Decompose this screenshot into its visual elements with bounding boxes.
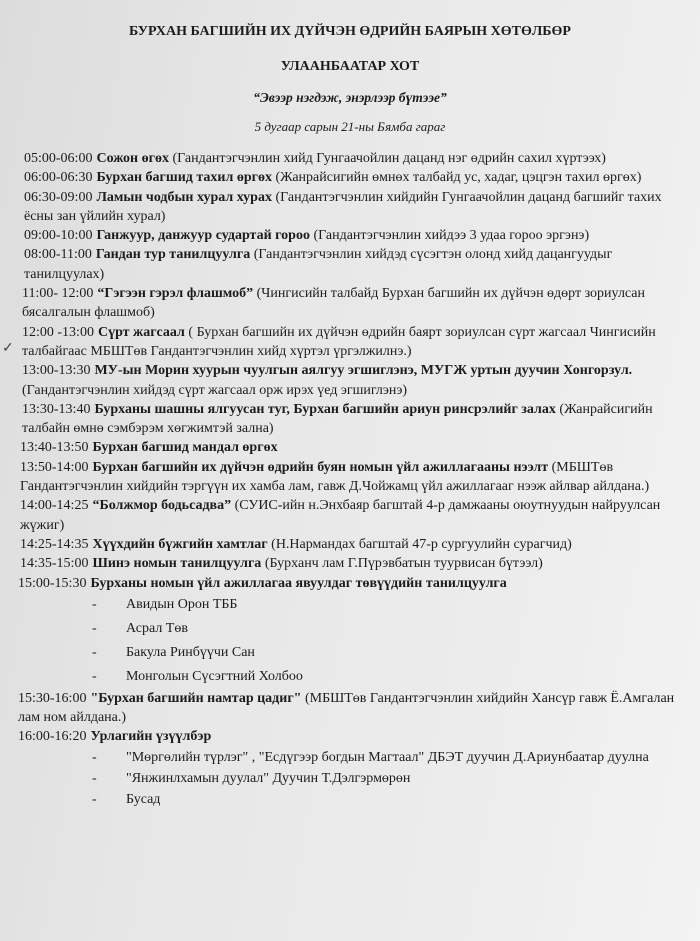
entry-time: 08:00-11:00 xyxy=(24,247,92,263)
entry-desc: (Жанрайсигийн өмнөх талбайд ус, хадаг, цэцгэн тахил өргөх) xyxy=(271,170,642,186)
entry-name: "Бурхан багшийн намтар цадиг" xyxy=(90,690,302,706)
entry-name: “Болжмор бодьсадва” xyxy=(92,498,232,514)
program-entry xyxy=(14,535,690,554)
program-entry xyxy=(14,188,690,227)
center-name: Асрал Төв xyxy=(126,620,188,636)
entry-desc: (Гандантэгчэнлин хийдэд сүсэгтэн олонд хийд дацангуудыг танилцуулах) xyxy=(24,247,613,282)
entry-desc: (Чингисийн талбайд Бурхан багшийн их дүйчэн өдөрт зориулсан бясалгалын флашмоб) xyxy=(22,286,646,321)
program-entry xyxy=(14,323,690,362)
performance-text: "Янжинлхамын дуулал" Дуучин Т.Дэлгэрмөрөн xyxy=(126,770,411,786)
program-entry xyxy=(14,226,690,245)
document-title: БУРХАН БАГШИЙН ИХ ДҮЙЧЭН ӨДРИЙН БАЯРЫН ХӨТӨЛБӨР xyxy=(129,24,571,39)
entry-time: 13:50-14:00 xyxy=(20,459,89,475)
bullet: - xyxy=(92,620,97,636)
entry-name: Сүрт жагсаал xyxy=(97,324,185,340)
event-date: 5 дугаар сарын 21-ны Бямба гараг xyxy=(254,119,446,134)
pen-mark: ✓ xyxy=(2,341,14,356)
program-entry xyxy=(14,400,690,439)
program-entry xyxy=(14,496,690,535)
bullet: - xyxy=(92,644,97,660)
performance-text: "Мөргөлийн түрлэг" , "Есдүгээр богдын Магтаал" ДБЭТ дуучин Д.Ариунбаатар дуулна xyxy=(126,749,649,765)
motto: “Эвээр нэгдэж, энэрлээр бүтээе” xyxy=(253,90,447,105)
entry-desc: (Гандантэгчэнлин хийдээ 3 удаа гороо эргэнэ) xyxy=(309,228,590,244)
entry-name: Шинэ номын танилцуулга xyxy=(92,556,262,572)
list-item xyxy=(14,789,690,810)
entry-time: 06:30-09:00 xyxy=(24,189,93,205)
entry-name: Бурхан багшид мандал өргөх xyxy=(92,440,278,456)
program-entry xyxy=(14,149,690,168)
entry-time: 15:00-15:30 xyxy=(18,575,87,591)
entry-desc: (Гандантэгчэнлин хийдэд сүрт жагсаал орж ирэх үед эгшиглэнэ) xyxy=(22,382,408,398)
entry-time: 05:00-06:00 xyxy=(24,151,93,166)
entry-time: 13:30-13:40 xyxy=(22,401,91,417)
entry-time: 13:00-13:30 xyxy=(22,363,91,379)
program-entry xyxy=(14,689,690,728)
entry-name: Ламын чодбын хурал хурах xyxy=(96,189,272,205)
program-entry xyxy=(14,574,690,593)
entry-name: Сожон өгөх xyxy=(96,151,169,166)
performances-list xyxy=(14,747,690,810)
bullet: - xyxy=(92,770,97,786)
entry-desc: (МБШТөв Гандантэгчэнлин хийдийн тэргүүн их хамба лам, гавж Д.Чойжамц үйл ажиллагааг нээж айлвар айлдана.) xyxy=(20,459,650,495)
entry-time: 09:00-10:00 xyxy=(24,228,93,244)
program-entry xyxy=(14,245,690,284)
entry-time: 16:00-16:20 xyxy=(18,729,87,745)
program-entry xyxy=(14,284,690,323)
entry-name: Хүүхдийн бүжгийн хамтлаг xyxy=(92,536,268,552)
entry-desc: (Бурханч лам Г.Пүрэвбатын туурвисан бүтээл) xyxy=(261,556,543,572)
entry-name: Бурханы номын үйл ажиллагаа явуулдаг төвүүдийн танилцуулга xyxy=(90,575,507,591)
list-item xyxy=(14,641,690,665)
center-name: Монголын Сүсэгтний Холбоо xyxy=(126,668,303,684)
entry-name: МУ-ын Морин хуурын чуулгын аялгуу эгшиглэнэ, МУГЖ уртын дуучин Хонгорзул. xyxy=(94,363,633,379)
bullet: - xyxy=(92,791,97,807)
center-name: Авидын Орон ТББ xyxy=(126,596,238,612)
entry-desc: ( Бурхан багшийн их дүйчэн өдрийн баярт зориулсан сүрт жагсаал Чингисийн талбайгаас МБШТөв Гандантэгчэнлин хийд хүртэл үргэлжилнэ.) xyxy=(22,324,656,359)
entry-desc: (Н.Нармандах багштай 47-р сургуулийн сурагчид) xyxy=(267,536,572,552)
entry-name: Бурхан багшид тахил өргөх xyxy=(96,170,272,186)
entry-name: Бурхан багшийн их дүйчэн өдрийн буян номын үйл ажиллагааны нээлт xyxy=(92,459,549,475)
list-item xyxy=(14,665,690,689)
entry-time: 14:35-15:00 xyxy=(20,556,89,572)
entry-name: Ганжуур, данжуур судартай гороо xyxy=(96,228,310,244)
bullet: - xyxy=(92,596,97,612)
centers-list xyxy=(14,593,690,689)
program-entry xyxy=(14,458,690,497)
entry-time: 11:00- 12:00 xyxy=(22,286,94,302)
city-heading: УЛААНБААТАР ХОТ xyxy=(280,59,420,74)
program-list xyxy=(14,149,690,810)
performance-text: Бусад xyxy=(126,791,161,807)
entry-name: Гандан тур танилцуулга xyxy=(95,247,251,263)
entry-time: 14:25-14:35 xyxy=(20,536,89,552)
entry-name: Бурханы шашны ялгуусан туг, Бурхан багшийн ариун ринсрэлийг залах xyxy=(94,401,556,417)
entry-desc: (МБШТөв Гандантэгчэнлин хийдийн Хансүр гавж Ё.Амгалан лам ном айлдана.) xyxy=(18,690,675,726)
program-entry xyxy=(14,438,690,457)
list-item xyxy=(14,747,690,768)
entry-time: 14:00-14:25 xyxy=(20,498,89,514)
entry-desc: (Жанрайсигийн талбайн өмнө сэмбэрэм хөгжимтэй зална) xyxy=(22,401,653,437)
bullet: - xyxy=(92,668,97,684)
entry-time: 06:00-06:30 xyxy=(24,170,93,186)
entry-name: Урлагийн үзүүлбэр xyxy=(90,729,212,745)
entry-time: 12:00 -13:00 xyxy=(22,324,94,340)
list-item xyxy=(14,593,690,617)
program-entry xyxy=(14,727,690,746)
entry-desc: (Гандантэгчэнлин хийд Гунгаачойлин дацанд нэг өдрийн сахил хүртээх) xyxy=(168,151,606,166)
program-entry xyxy=(14,361,690,400)
program-entry xyxy=(14,168,690,187)
entry-desc: (СУИС-ийн н.Энхбаяр багштай 4-р дамжааны оюутнуудын найруулсан жүжиг) xyxy=(20,498,661,533)
list-item xyxy=(14,617,690,641)
program-entry xyxy=(14,554,690,573)
bullet: - xyxy=(92,749,97,765)
entry-desc: (Гандантэгчэнлин хийдийн Гунгаачойлин дацанд багшийг тахих ёсны зан үйлийн хурал) xyxy=(24,189,662,224)
entry-time: 15:30-16:00 xyxy=(18,690,87,706)
list-item xyxy=(14,768,690,789)
center-name: Бакула Ринбүүчи Сан xyxy=(126,644,255,660)
entry-name: “Гэгээн гэрэл флашмоб” xyxy=(97,286,254,302)
entry-time: 13:40-13:50 xyxy=(20,440,89,456)
